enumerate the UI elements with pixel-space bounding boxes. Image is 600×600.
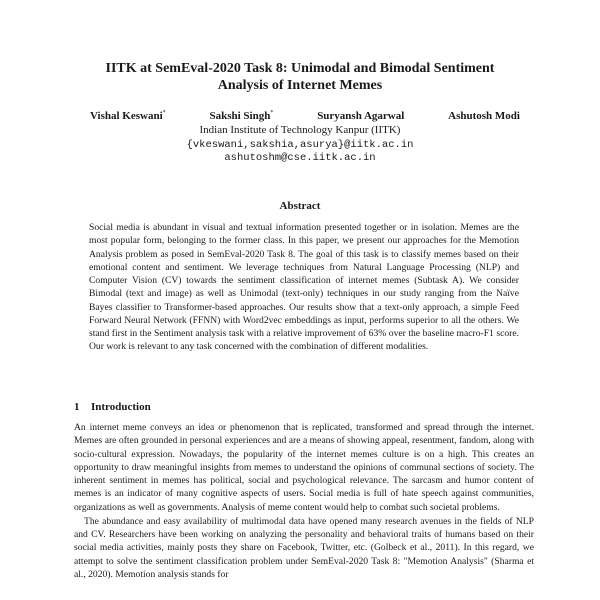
abstract-text: Social media is abundant in visual and textual information presented together or in isolation. Memes are the most popular form, belonging to the former class. In this paper, we present our approaches for the Memotion Analysis problem as posed in SemEval-2020 Task 8. The goal of this task is to classify memes based on their emotional content and sentiment. We leverage techniques from Natural Language Processing (NLP) and Computer Vision (CV) towards the sentiment classification of internet memes (Subtask A). We consider Bimodal (text and image) as well as Unimodal (text-only) techniques in our study ranging from the Naïve Bayes classifier to Transformer-based approaches. Our results show that a text-only approach, a simple Feed Forward Neural Network (FFNN) with Word2vec embeddings as input, performs superior to all the others. We stand first in the Sentiment analysis task with a relative improvement of 63% over the baseline macro-F1 score. Our work is relevant to any task concerned with the combination of different modalities. (89, 222, 519, 353)
abstract-heading: Abstract (279, 200, 321, 212)
introduction-body (74, 421, 534, 581)
author: Vishal Keswani* (90, 110, 166, 122)
paper-title (60, 60, 540, 94)
affiliation: Indian Institute of Technology Kanpur (IITK) (199, 124, 401, 136)
author-list (90, 110, 520, 122)
section-number: 1 (74, 401, 80, 413)
title-line-1: IITK at SemEval-2020 Task 8: Unimodal and Bimodal Sentiment (105, 61, 495, 76)
section-title: Introduction (91, 401, 151, 413)
equal-contribution-mark: * (270, 110, 274, 116)
author-email: ashutoshm@cse.iitk.ac.in (224, 152, 376, 164)
equal-contribution-mark: * (162, 110, 166, 116)
section-heading (74, 401, 151, 413)
paragraph: An internet meme conveys an idea or phenomenon that is replicated, transformed and spread through the internet. Memes are often grounded in personal experiences and are a means of showing appeal, resentment, fandom, along with socio-cultural expression. Nowadays, the popularity of the internet memes culture is on a high. This creates an opportunity to draw meaningful insights from memes to understand the opinions of communal sections of society. The inherent sentiment in memes has political, social and psychological relevance. The sarcasm and humor content of memes is an indicator of many cognitive aspects of users. Social media is full of hate speech against communities, organizations as well as governments. Analysis of meme content would help to combat such societal problems. (74, 422, 534, 513)
author-emails: {vkeswani,sakshia,asurya}@iitk.ac.in (186, 139, 414, 151)
author: Suryansh Agarwal (317, 110, 405, 122)
author: Sakshi Singh* (209, 110, 274, 122)
paragraph: The abundance and easy availability of multimodal data have opened many research avenues in the fields of NLP and CV. Researchers have been working on analyzing the personality and behavioral traits of humans based on their social media activities, mainly posts they share on Facebook, Twitter, etc. (Golbeck et al., 2011). In this regard, we attempt to solve the sentiment classification problem under SemEval-2020 Task 8: "Memotion Analysis" (Sharma et al., 2020). Memotion analysis stands for (74, 515, 534, 580)
title-line-2: Analysis of Internet Memes (217, 78, 383, 93)
author: Ashutosh Modi (448, 110, 520, 122)
